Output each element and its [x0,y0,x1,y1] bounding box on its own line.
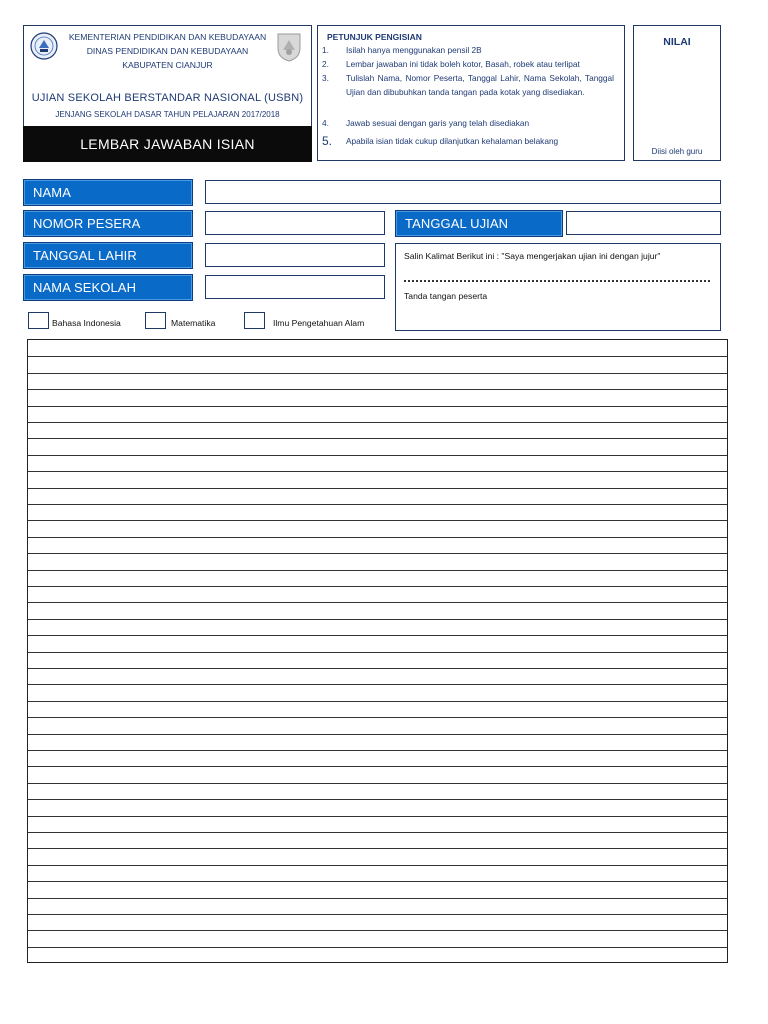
answer-line[interactable] [28,684,727,685]
answer-line[interactable] [28,471,727,472]
label-nama-sekolah: NAMA SEKOLAH [23,274,193,301]
answer-area[interactable] [27,339,728,963]
signature-instruction: Salin Kalimat Berikut ini : "Saya mengerjakan ujian ini dengan jujur" [404,251,661,261]
answer-line[interactable] [28,520,727,521]
subject-label: Matematika [171,318,216,328]
answer-line[interactable] [28,668,727,669]
answer-line[interactable] [28,406,727,407]
subject-checkbox-matematika[interactable] [145,312,166,329]
office-name: DINAS PENDIDIKAN DAN KEBUDAYAAN [86,46,249,56]
label-nomor-peserta: NOMOR PESERA [23,210,193,237]
nomor-peserta-field[interactable] [205,211,385,235]
answer-line[interactable] [28,389,727,390]
subject-label: Ilmu Pengetahuan Alam [273,318,365,328]
answer-line[interactable] [28,914,727,915]
answer-line[interactable] [28,586,727,587]
instruction-item [322,58,614,72]
subject-label: Bahasa Indonesia [52,318,121,328]
answer-line[interactable] [28,455,727,456]
signature-label: Tanda tangan peserta [404,291,488,301]
nama-sekolah-field[interactable] [205,275,385,299]
instruction-item [322,44,614,58]
instruction-number: 1. [322,45,329,55]
instruction-text: Isilah hanya menggunakan pensil 2B [346,45,482,55]
answer-line[interactable] [28,570,727,571]
answer-line[interactable] [28,832,727,833]
answer-line[interactable] [28,602,727,603]
answer-line[interactable] [28,898,727,899]
signature-line[interactable] [404,280,710,282]
answer-line[interactable] [28,717,727,718]
instruction-item [322,117,614,131]
signature-box[interactable] [395,243,721,331]
nama-field[interactable] [205,180,721,204]
score-title: NILAI [663,36,691,48]
answer-line[interactable] [28,504,727,505]
subject-checkbox-ipa[interactable] [244,312,265,329]
answer-line[interactable] [28,783,727,784]
tanggal-ujian-field[interactable] [566,211,721,235]
answer-line[interactable] [28,816,727,817]
answer-line[interactable] [28,422,727,423]
answer-line[interactable] [28,766,727,767]
answer-line[interactable] [28,750,727,751]
answer-line[interactable] [28,488,727,489]
answer-line[interactable] [28,799,727,800]
instruction-number: 3. [322,73,329,83]
subject-checkbox-bahasa-indonesia[interactable] [28,312,49,329]
label-tanggal-lahir: TANGGAL LAHIR [23,242,193,269]
tanggal-lahir-field[interactable] [205,243,385,267]
instruction-item [322,135,614,149]
instruction-number: 2. [322,59,329,69]
instruction-text: Jawab sesuai dengan garis yang telah disediakan [346,118,530,128]
answer-line[interactable] [28,537,727,538]
answer-line[interactable] [28,438,727,439]
answer-line[interactable] [28,356,727,357]
answer-line[interactable] [28,701,727,702]
answer-line[interactable] [28,865,727,866]
instruction-number: 4. [322,118,329,128]
instructions-title: PETUNJUK PENGISIAN [327,32,422,42]
score-box[interactable] [633,25,721,161]
instruction-text: Lembar jawaban ini tidak boleh kotor, Basah, robek atau terlipat [346,59,580,69]
answer-line[interactable] [28,734,727,735]
ministry-name: KEMENTERIAN PENDIDIKAN DAN KEBUDAYAAN [68,32,267,42]
answer-line[interactable] [28,930,727,931]
label-tanggal-ujian: TANGGAL UJIAN [395,210,563,237]
instruction-number: 5. [322,134,333,148]
answer-line[interactable] [28,881,727,882]
label-nama: NAMA [23,179,193,206]
answer-line[interactable] [28,373,727,374]
answer-line[interactable] [28,848,727,849]
answer-line[interactable] [28,652,727,653]
regency-name: KABUPATEN CIANJUR [122,60,213,70]
answer-line[interactable] [28,635,727,636]
exam-name: UJIAN SEKOLAH BERSTANDAR NASIONAL (USBN) [31,92,304,104]
exam-level: JENJANG SEKOLAH DASAR TAHUN PELAJARAN 2017/2018 [55,110,280,119]
answer-line[interactable] [28,947,727,948]
sheet-title: LEMBAR JAWABAN ISIAN [23,126,312,162]
answer-line[interactable] [28,553,727,554]
instructions-box [317,25,625,161]
score-note: Diisi oleh guru [651,147,703,156]
instruction-text: Apabila isian tidak cukup dilanjutkan kehalaman belakang [346,136,559,146]
instruction-item [322,72,614,99]
answer-line[interactable] [28,619,727,620]
instruction-text: Tulislah Nama, Nomor Peserta, Tanggal Lahir, Nama Sekolah, Tanggal Ujian dan dibubuhkan tanda tangan pada kotak yang disediakan. [346,73,614,97]
